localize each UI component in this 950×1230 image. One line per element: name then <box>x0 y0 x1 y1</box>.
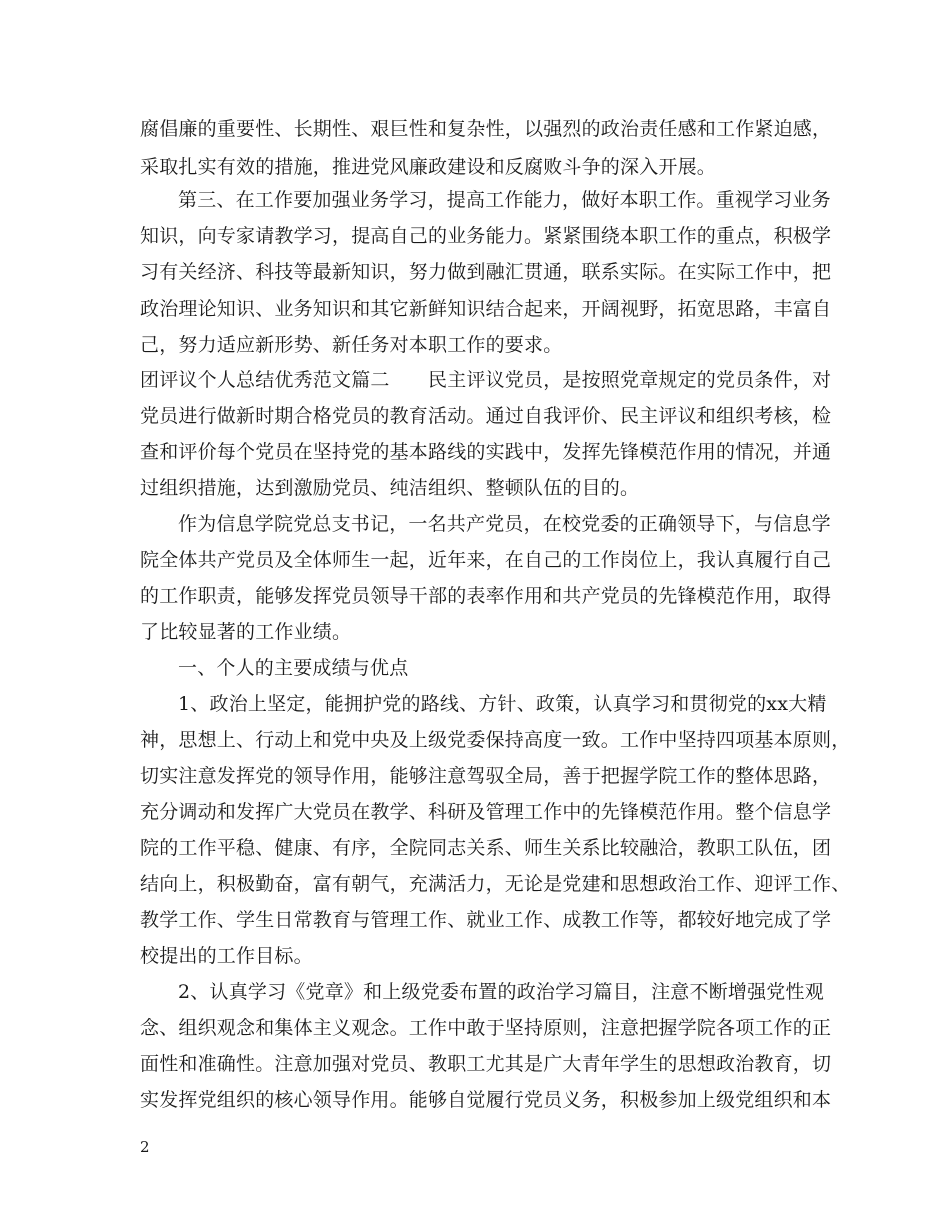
page-number: 2 <box>140 1138 150 1156</box>
text-line: 作为信息学院党总支书记，一名共产党员，在校党委的正确领导下，与信息学 <box>178 513 831 535</box>
text-line: 院的工作平稳、健康、有序，全院同志关系、师生关系比较融洽，教职工队伍，团 <box>140 837 832 859</box>
text-line: 过组织措施，达到激励党员、纯洁组织、整顿队伍的目的。 <box>140 477 640 499</box>
text-line: 1、政治上坚定，能拥护党的路线、方针、政策，认真学习和贯彻党的xx大精 <box>178 693 827 715</box>
text-line: 习有关经济、科技等最新知识，努力做到融汇贯通，联系实际。在实际工作中，把 <box>140 261 832 283</box>
text-line: 查和评价每个党员在坚持党的基本路线的实践中，发挥先锋模范作用的情况，并通 <box>140 441 832 463</box>
text-line: 实发挥党组织的核心领导作用。能够自觉履行党员义务，积极参加上级党组织和本 <box>140 1089 832 1111</box>
text-line: 面性和准确性。注意加强对党员、教职工尤其是广大青年学生的思想政治教育，切 <box>140 1053 832 1075</box>
text-line: 知识，向专家请教学习，提高自己的业务能力。紧紧围绕本职工作的重点，积极学 <box>140 225 832 247</box>
text-line: 己，努力适应新形势、新任务对本职工作的要求。 <box>140 334 563 356</box>
text-line: 2、认真学习《党章》和上级党委布置的政治学习篇目，注意不断增强党性观 <box>178 981 824 1003</box>
text-line: 政治理论知识、业务知识和其它新鲜知识结合起来，开阔视野，拓宽思路，丰富自 <box>140 298 832 320</box>
text-line: 校提出的工作目标。 <box>140 945 313 967</box>
text-line: 院全体共产党员及全体师生一起，近年来，在自己的工作岗位上，我认真履行自己 <box>140 549 832 571</box>
text-line: 第三、在工作要加强业务学习，提高工作能力，做好本职工作。重视学习业务 <box>178 189 831 211</box>
text-line: 教学工作、学生日常教育与管理工作、就业工作、成教工作等，都较好地完成了学 <box>140 909 832 931</box>
text-line: 党员进行做新时期合格党员的教育活动。通过自我评价、民主评议和组织考核，检 <box>140 405 832 427</box>
text-line: 结向上，积极勤奋，富有朝气，充满活力，无论是党建和思想政治工作、迎评工作、 <box>140 873 851 895</box>
text-line: 神，思想上、行动上和党中央及上级党委保持高度一致。工作中坚持四项基本原则， <box>140 729 851 751</box>
text-line: 念、组织观念和集体主义观念。工作中敢于坚持原则，注意把握学院各项工作的正 <box>140 1017 832 1039</box>
text-line: 腐倡廉的重要性、长期性、艰巨性和复杂性，以强烈的政治责任感和工作紧迫感， <box>140 118 832 140</box>
text-line: 充分调动和发挥广大党员在教学、科研及管理工作中的先锋模范作用。整个信息学 <box>140 801 832 823</box>
text-line: 的工作职责，能够发挥党员领导干部的表率作用和共产党员的先锋模范作用，取得 <box>140 585 832 607</box>
section-heading-line: 团评议个人总结优秀范文篇二 民主评议党员，是按照党章规定的党员条件，对 <box>140 369 832 391</box>
text-line: 了比较显著的工作业绩。 <box>140 621 352 643</box>
text-line: 切实注意发挥党的领导作用，能够注意驾驭全局，善于把握学院工作的整体思路， <box>140 765 832 787</box>
text-line: 采取扎实有效的措施，推进党风廉政建设和反腐败斗争的深入开展。 <box>140 156 717 178</box>
subheading-line: 一、个人的主要成绩与优点 <box>178 657 409 679</box>
